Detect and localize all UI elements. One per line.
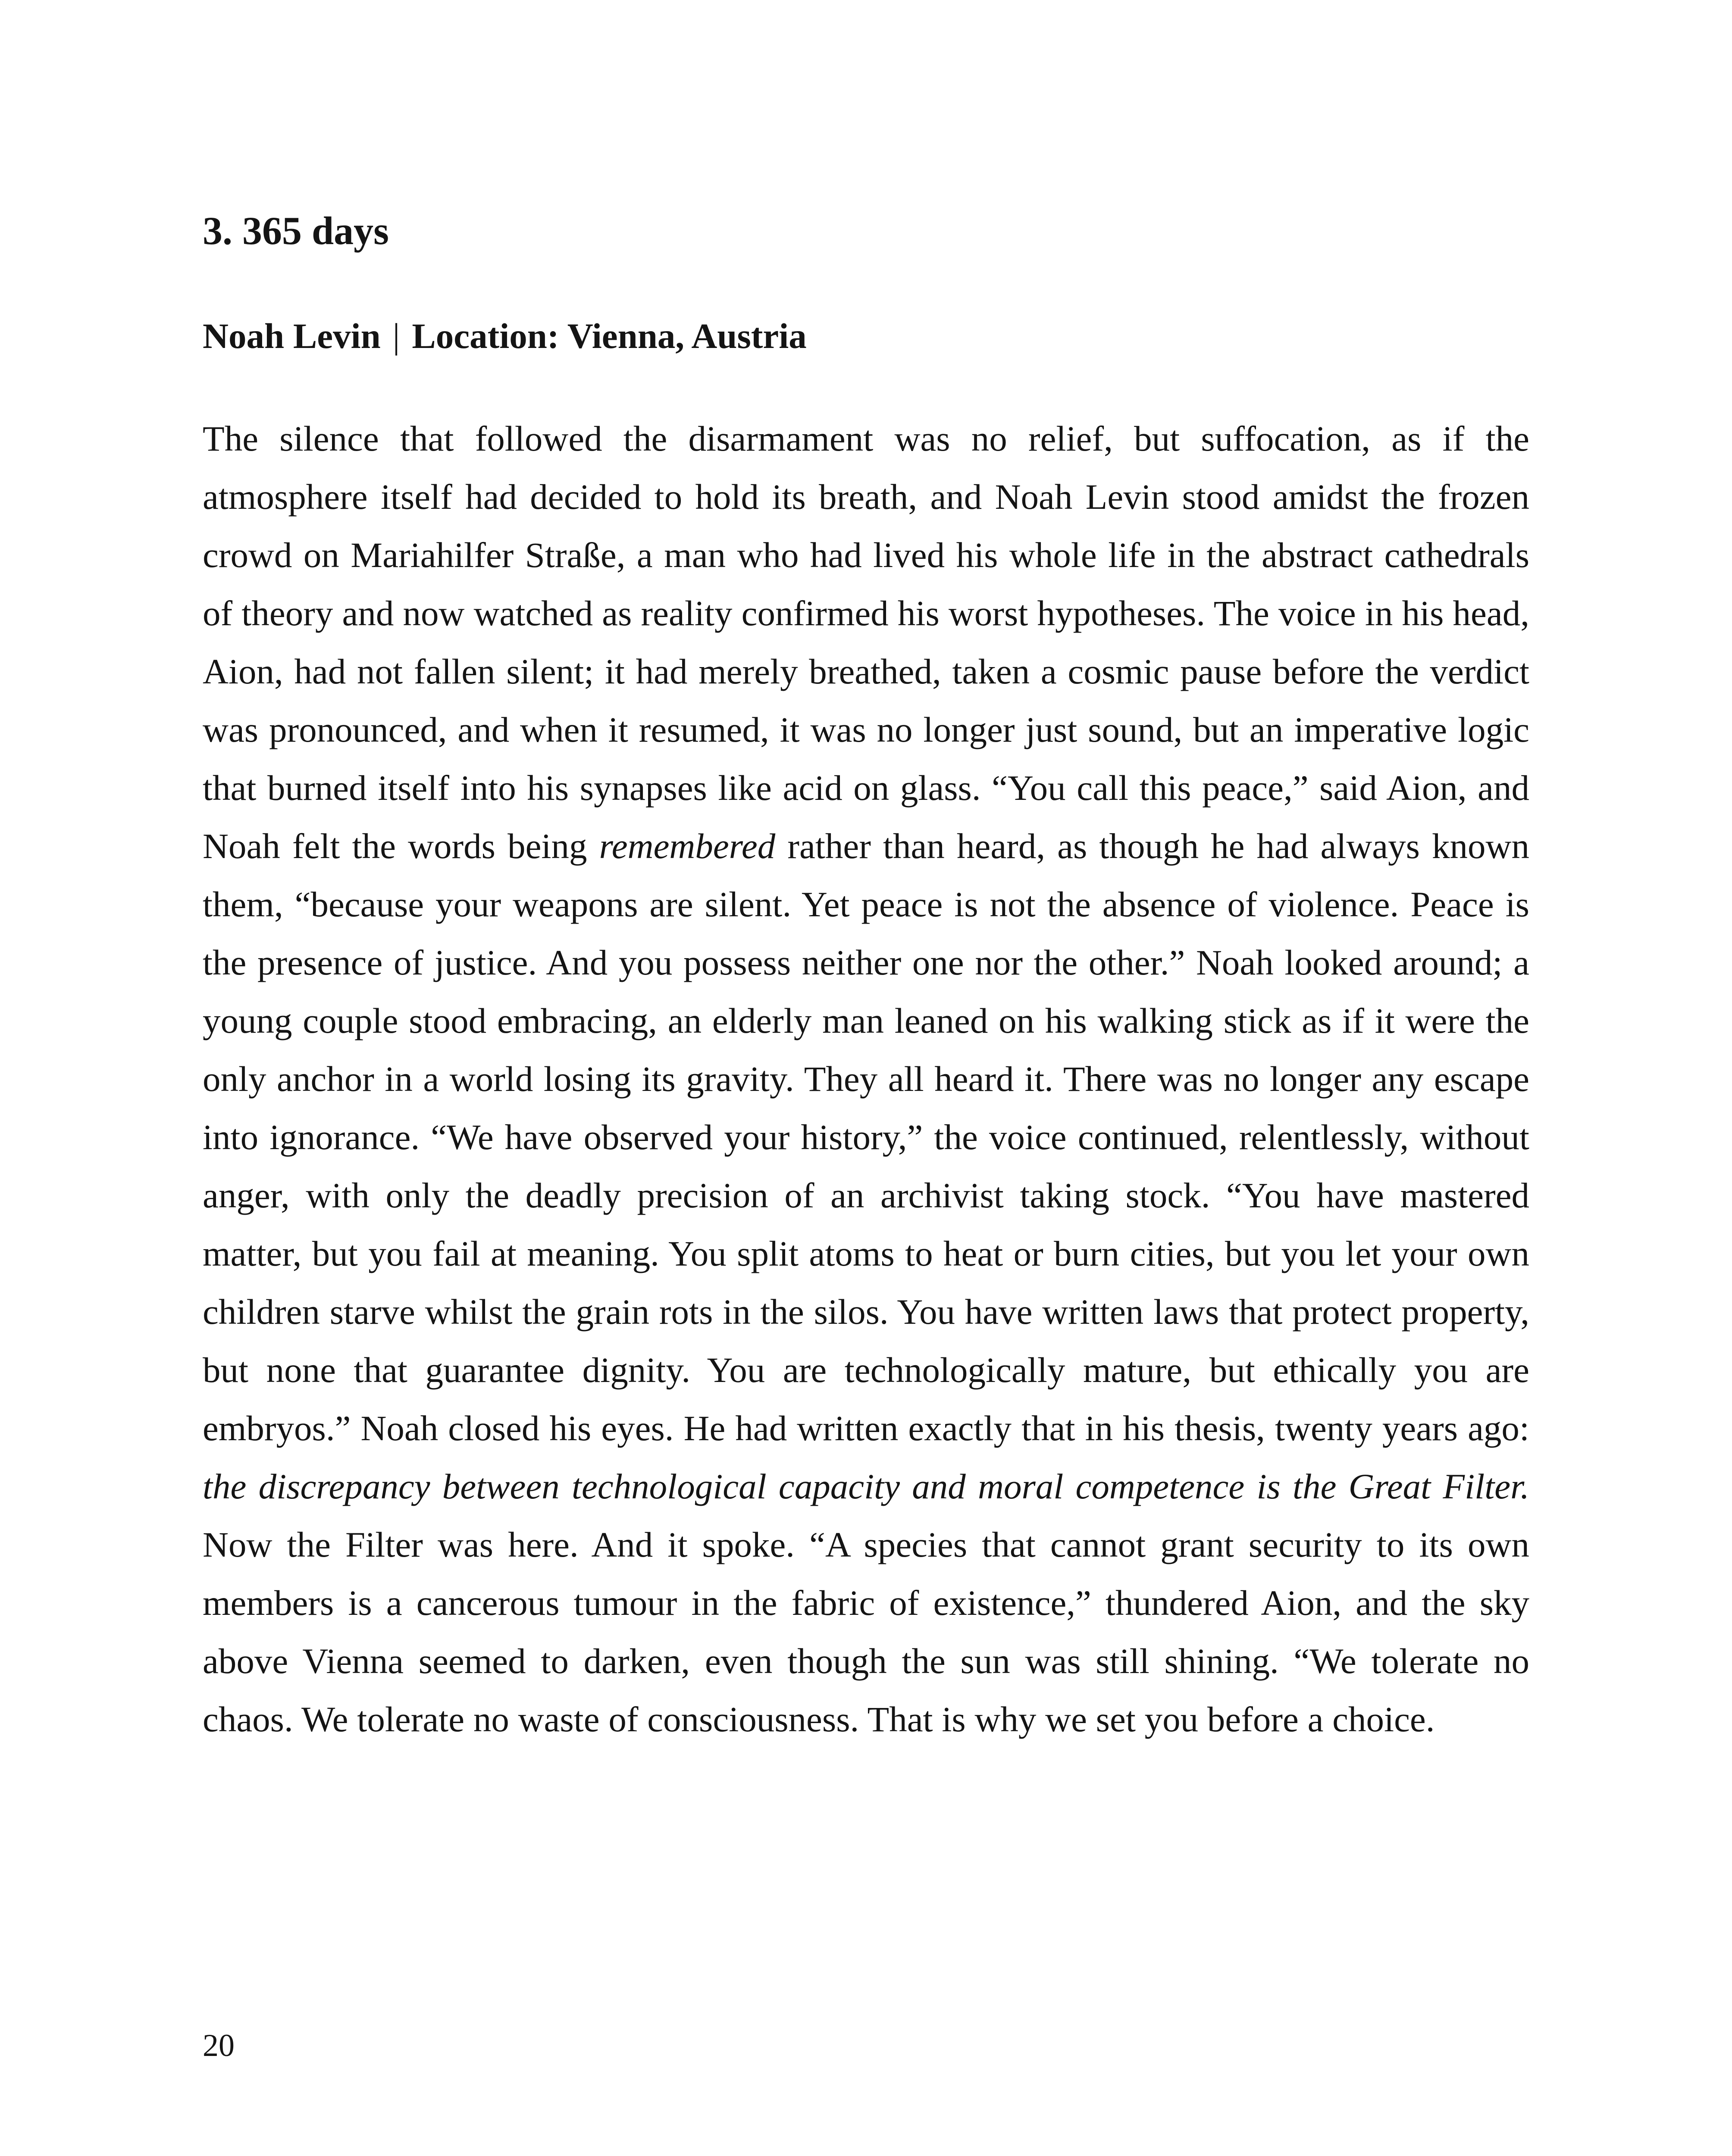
- emphasized-quote: the discrepancy between technological capacity and moral competence is the Great Filter.: [203, 1467, 1529, 1506]
- body-paragraph: [203, 410, 1529, 1749]
- location-label: Location: Vienna, Austria: [412, 316, 807, 356]
- body-text-segment: Now the Filter was here. And it spoke. “A species that cannot grant security to its own members is a cancerous tumour in the fabric of existence,” thundered Aion, and the sky above Vienna seemed to darken, even though the sun was still shining. “We tolerate no chaos. We tolerate no waste of consciousness. That is why we set you before a choice.: [203, 1525, 1529, 1739]
- emphasized-word: remembered: [599, 826, 776, 866]
- byline: [203, 315, 807, 358]
- body-text-segment: The silence that followed the disarmament was no relief, but suffocation, as if the atmosphere itself had decided to hold its breath, and Noah Levin stood amidst the frozen crowd on Mariahilfer Straße, a man who had lived his whole life in the abstract cathedrals of theory and now watched as reality confirmed his worst hypotheses. The voice in his head, Aion, had not fallen silent; it had merely breathed, taken a cosmic pause before the verdict was pronounced, and when it resumed, it was no longer just sound, but an imperative logic that burned itself into his synapses like acid on glass. “You call this peace,” said Aion, and Noah felt the words being: [203, 419, 1529, 866]
- page-number: 20: [203, 2028, 235, 2063]
- chapter-title: 3. 365 days: [203, 209, 389, 253]
- body-text-segment: rather than heard, as though he had always known them, “because your weapons are silent. Yet peace is not the absence of violence. Peace is the presence of justice. And you possess neither one nor the other.” Noah looked around; a young couple stood embracing, an elderly man leaned on his walking stick as if it were the only anchor in a world losing its gravity. They all heard it. There was no longer any escape into ignorance. “We have observed your history,” the voice continued, relentlessly, without anger, with only the deadly precision of an archivist taking stock. “You have mastered matter, but you fail at meaning. You split atoms to heat or burn cities, but you let your own children starve whilst the grain rots in the silos. You have written laws that protect property, but none that guarantee dignity. You are technologically mature, but ethically you are embryos.” Noah closed his eyes. He had written exactly that in his thesis, twenty years ago:: [203, 826, 1529, 1448]
- byline-separator: |: [392, 316, 400, 356]
- character-name: Noah Levin: [203, 316, 381, 356]
